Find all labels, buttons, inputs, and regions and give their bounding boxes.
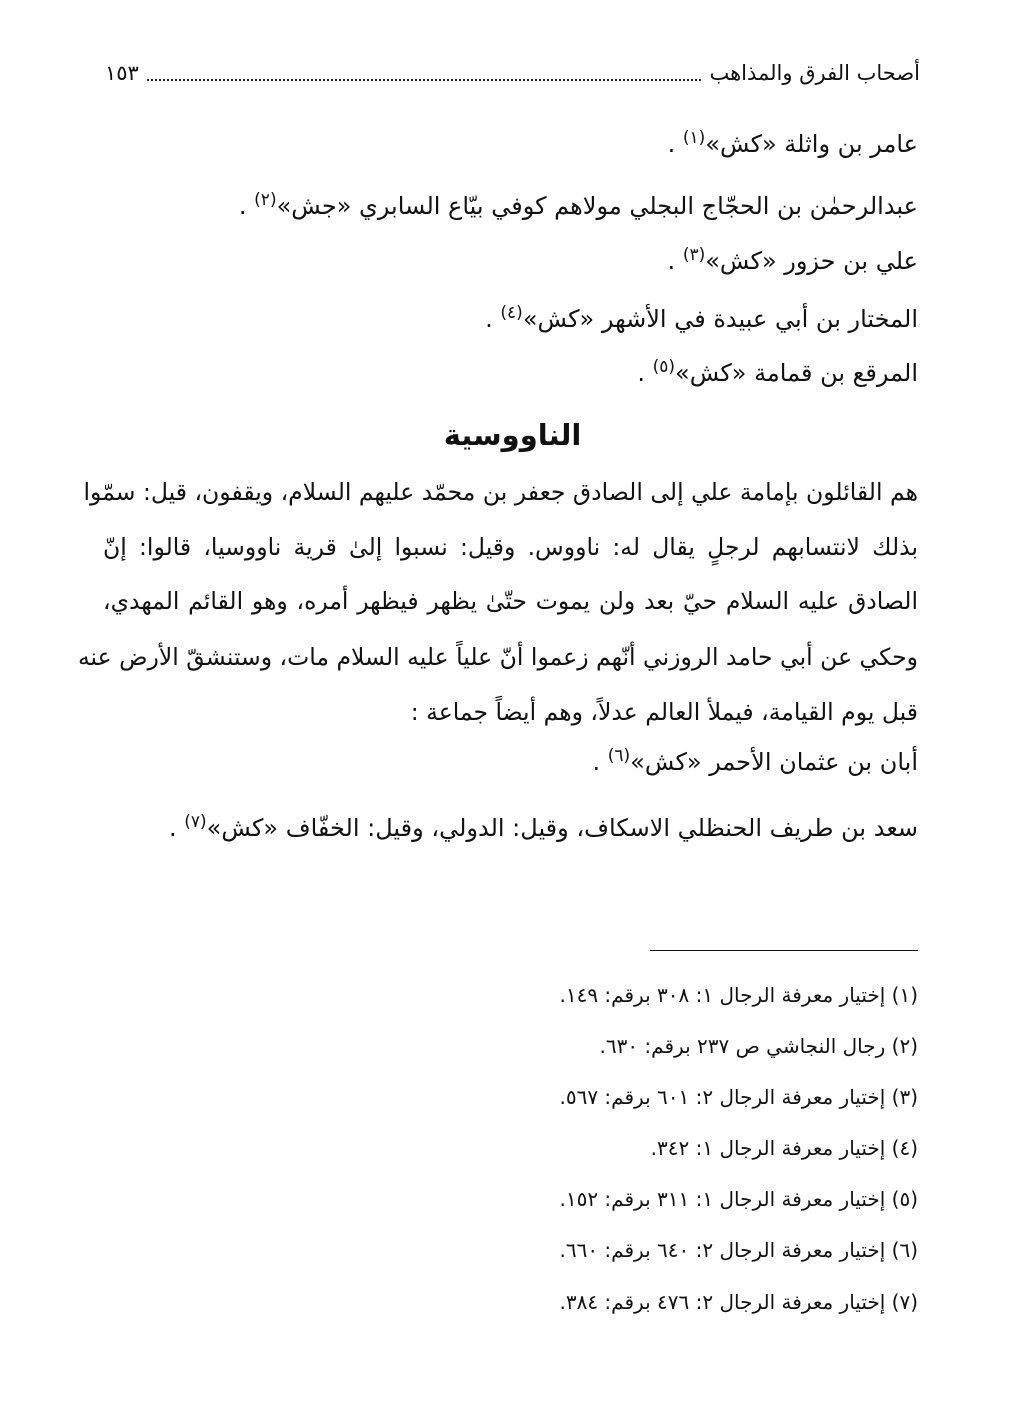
entry-text: أبان بن عثمان الأحمر «كش» — [630, 748, 918, 776]
footnote-ref: (٦) — [607, 746, 631, 766]
section-title: الناووسية — [443, 418, 582, 452]
entry: عبدالرحمٰن بن الحجّاج البجلي مولاهم كوفي بيّاع السابري «جش»$^{(٢)}$ . — [238, 190, 918, 220]
paragraph-line: قبل يوم القيامة، فيملأ العالم عدلاً، وهم أيضاً جماعة : — [410, 698, 918, 726]
paragraph-line: بذلك لانتسابهم لرجلٍ يقال له: ناووس. وقيل: نسبوا إلىٰ قرية ناووسيا، قالوا: إنّ — [103, 533, 918, 561]
entry: علي بن حزور «كش»$^{(٣)}$ . — [667, 245, 918, 275]
entry-text: عامر بن واثلة «كش» — [705, 130, 918, 158]
paragraph-line: الصادق عليه السلام حيّ بعد ولن يموت حتّىٰ يظهر فيظهر أمره، وهو القائم المهدي، — [103, 587, 918, 615]
leader-dots — [147, 65, 702, 81]
footnote-ref: (١) — [682, 128, 706, 148]
entry-text: المرقع بن قمامة «كش» — [675, 359, 918, 387]
footnote: (٧) إختيار معرفة الرجال ٢: ٤٧٦ برقم: ٣٨٤. — [559, 1290, 918, 1314]
entry: أبان بن عثمان الأحمر «كش»$^{(٦)}$ . — [592, 746, 918, 776]
footnote-ref: (٣) — [682, 245, 706, 265]
footnote-ref: (٧) — [184, 812, 207, 832]
entry-text: سعد بن طريف الحنظلي الاسكاف، وقيل: الدولي، وقيل: الخفّاف «كش» — [206, 814, 918, 842]
header-title: أصحاب الفرق والمذاهب — [709, 61, 920, 85]
footnote-ref: (٢) — [254, 190, 277, 210]
entry: المختار بن أبي عبيدة في الأشهر «كش»$^{(٤)}$ . — [485, 303, 918, 333]
footnote: (٣) إختيار معرفة الرجال ٢: ٦٠١ برقم: ٥٦٧. — [559, 1085, 918, 1109]
running-header — [105, 56, 920, 90]
footnote: (٥) إختيار معرفة الرجال ١: ٣١١ برقم: ١٥٢. — [559, 1187, 918, 1211]
paragraph-line: هم القائلون بإمامة علي إلى الصادق جعفر بن محمّد عليهم السلام، ويقفون، قيل: سمّوا — [83, 478, 918, 506]
footnote: (٤) إختيار معرفة الرجال ١: ٣٤٢. — [650, 1136, 918, 1160]
entry: عامر بن واثلة «كش»$^{(١)}$ . — [667, 128, 918, 158]
entry-text: المختار بن أبي عبيدة في الأشهر «كش» — [522, 305, 918, 333]
paragraph-line: وحكي عن أبي حامد الروزني أنّهم زعموا أنّ علياً عليه السلام مات، وستنشقّ الأرض عنه — [77, 643, 918, 671]
footnote-separator — [650, 950, 918, 951]
entry-text: عبدالرحمٰن بن الحجّاج البجلي مولاهم كوفي بيّاع السابري «جش» — [276, 192, 918, 220]
footnote: (١) إختيار معرفة الرجال ١: ٣٠٨ برقم: ١٤٩. — [559, 983, 918, 1007]
entry-text: علي بن حزور «كش» — [705, 247, 918, 275]
entry: سعد بن طريف الحنظلي الاسكاف، وقيل: الدولي، وقيل: الخفّاف «كش»$^{(٧)}$ . — [168, 812, 918, 842]
entry: المرقع بن قمامة «كش»$^{(٥)}$ . — [637, 357, 918, 387]
footnote: (٢) رجال النجاشي ص ٢٣٧ برقم: ٦٣٠. — [599, 1034, 918, 1058]
footnote: (٦) إختيار معرفة الرجال ٢: ٦٤٠ برقم: ٦٦٠. — [559, 1238, 918, 1262]
footnote-ref: (٥) — [652, 357, 676, 377]
page-number: ١٥٣ — [105, 61, 139, 85]
footnote-ref: (٤) — [500, 303, 523, 323]
